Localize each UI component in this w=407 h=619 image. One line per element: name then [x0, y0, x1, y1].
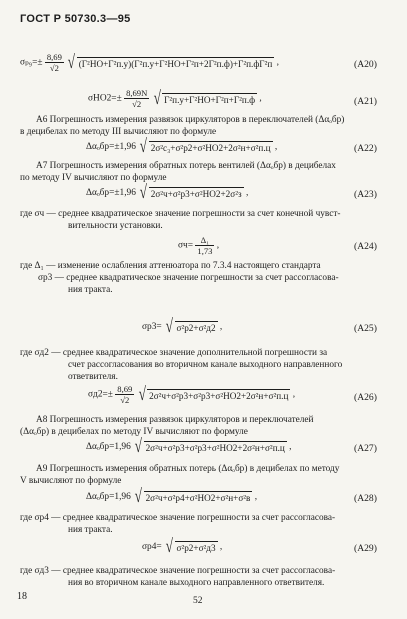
definition-line: ния во вторичном канале выходного направленного ответвителя. [68, 578, 325, 588]
equation-number: (А29) [354, 543, 377, 554]
definition-line: σр3 — среднее квадратическое значение погрешности за счет рассогласова- [38, 273, 339, 283]
equation-number: (А24) [354, 241, 377, 252]
formula-lhs: σₚ₉=± [20, 57, 43, 68]
equation-number: (А21) [354, 96, 377, 107]
definition-line: где σд3 — среднее квадратическое значение погрешности за счет рассогласова- [20, 566, 336, 576]
paragraph-a8-line2: (Δαₒбр) в децибелах по методу IV вычисляют по формуле [20, 427, 248, 437]
definition-line: ния тракта. [68, 525, 113, 535]
equation-number: (А20) [354, 59, 377, 70]
definition-line: где σр4 — среднее квадратическое значение погрешности за счет рассогласова- [20, 513, 336, 523]
formula-a24: σч= $\frac{\text{Δ₁}}{1,73}$ , [178, 235, 220, 256]
paragraph-a6-line1: А6 Погрешность измерения развязок циркуляторов в переключателей (Δαₒбр) [36, 115, 345, 125]
equation-number: (А25) [354, 323, 377, 334]
formula-a28: Δαₒбр=1,96 √ 2σ²ч+σ²р4+σ²НО2+σ²н+σ²в , [86, 486, 258, 507]
paragraph-a7-line2: по методу IV вычисляют по формуле [20, 173, 167, 183]
equation-number: (А23) [354, 189, 377, 200]
formula-a20: σₚ₉=± $\frac{8,69}{√2}$ √ (Γ²НО+Γ²п.у)(Γ²п.у+Γ²НО+Γ²п+2Γ²п.ф)+Γ²п.фΓ²п , [20, 51, 279, 73]
formula-a21: σНО2=± $\frac{8,69N}{√2}$ √ Γ²п.у+Γ²НО+Γ²п+Γ²п.ф , [88, 87, 262, 109]
definition-line: счет рассогласования во вторичном канале выходного направленного [68, 360, 343, 370]
definition-line: где σд2 — среднее квадратическое значение дополнительной погрешности за [20, 348, 328, 358]
formula-a22: Δαₒбр=±1,96 √ 2σ²с₃+σ²р2+σ²НО2+2σ²н+σ²п.ц , [86, 136, 278, 157]
paragraph-a9-line1: А9 Погрешность измерения обратных потерь (Δαₒбр) в децибелах по методу [36, 464, 340, 474]
definition-line: ния тракта. [68, 285, 113, 295]
equation-number: (А28) [354, 493, 377, 504]
definition-line: вительности установки. [68, 221, 163, 231]
page-number-left: 18 [17, 591, 27, 602]
equation-number: (А22) [354, 143, 377, 154]
radical: √ (Γ²НО+Γ²п.у)(Γ²п.у+Γ²НО+Γ²п+2Γ²п.ф)+Γ²п.фΓ²п [67, 51, 273, 73]
formula-a29: σр4= √ σ²р2+σ²д3 , [142, 536, 223, 557]
equation-number: (А27) [354, 443, 377, 454]
paragraph-a8-line1: А8 Погрешность измерения развязок циркуляторов и переключателей [36, 415, 314, 425]
definition-line: ответвителя. [68, 372, 118, 382]
document-header: ГОСТ Р 50730.3—95 [20, 13, 131, 25]
definition-line: где σч — среднее квадратическое значение погрешности за счет конечной чувст- [20, 209, 341, 219]
definition-line: где Δ₁ — изменение ослабления аттенюатора по 7.3.4 настоящего стандарта [20, 261, 321, 271]
page-number-center: 52 [193, 596, 203, 606]
formula-a27: Δαₒбр=1,96 √ 2σ²ч+σ²р3+σ²р3+σ²НО2+2σ²н+σ²п.ц , [86, 436, 292, 457]
formula-a25: σр3= √ σ²р2+σ²д2 , [142, 316, 223, 337]
equation-number: (А26) [354, 392, 377, 403]
formula-fraction: $\frac{8,69}{√2}$ [46, 52, 62, 73]
paragraph-a6-line2: в децибелах по методу III вычисляют по формуле [20, 127, 217, 137]
paragraph-a9-line2: V вычисляют по формуле [20, 476, 122, 486]
formula-a23: Δαₒбр=±1,96 √ 2σ²ч+σ²р3+σ²НО2+2σ²з , [86, 182, 249, 203]
paragraph-a7-line1: А7 Погрешность измерения обратных потерь вентилей (Δαₒбр) в децибелах [36, 161, 336, 171]
formula-a26: σд2=± $\frac{8,69}{√2}$ √ 2σ²ч+σ²р3+σ²р3+σ²НО2+2σ²н+σ²п.ц , [88, 383, 296, 405]
